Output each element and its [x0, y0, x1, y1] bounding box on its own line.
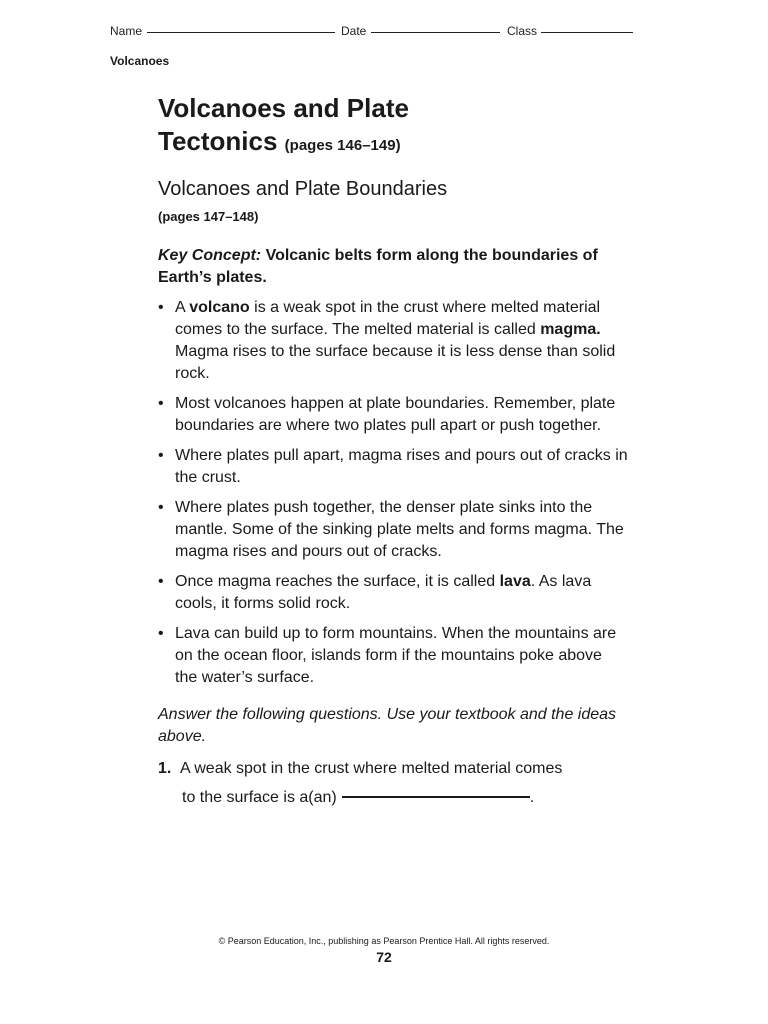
date-label: Date [341, 24, 367, 38]
bullet-marker: • [158, 573, 164, 590]
page-number: 72 [376, 949, 392, 965]
bullet-text: Magma rises to the surface because it is less dense than solid rock. [175, 343, 616, 382]
bullet-item [158, 623, 628, 689]
bullet-text: Most volcanoes happen at plate boundaries. Remember, plate boundaries are where two plates pull apart or push together. [175, 395, 616, 434]
chapter-label: Volcanoes [110, 54, 170, 68]
bullet-text: Where plates push together, the denser plate sinks into the mantle. Some of the sinking plate melts and forms magma. The magma rises and pours out of cracks. [175, 499, 624, 560]
instructions: Answer the following questions. Use your textbook and the ideas above. [158, 706, 617, 745]
question-text: A weak spot in the crust where melted material comes [180, 760, 563, 777]
bullet-marker: • [158, 447, 164, 464]
bullet-marker: • [158, 299, 164, 316]
question-number: 1. [158, 760, 172, 777]
bullet-text: Once magma reaches the surface, it is called [175, 573, 500, 590]
bullet-term: volcano [189, 299, 250, 316]
bullet-item [158, 393, 628, 437]
bullet-list [158, 297, 628, 689]
class-label: Class [507, 24, 538, 38]
bullet-item [158, 497, 628, 563]
question-text-cont: to the surface is a(an) [182, 789, 337, 806]
key-concept-text: Volcanic belts form along the boundaries of Earth’s plates. [158, 247, 598, 286]
question-line-2 [158, 787, 628, 809]
bullet-marker: • [158, 625, 164, 642]
bullet-term: lava [499, 573, 531, 590]
bullet-item [158, 297, 628, 385]
bullet-item [158, 445, 628, 489]
section-pages: (pages 147–148) [158, 209, 259, 224]
name-line [147, 32, 335, 33]
main-content [158, 92, 628, 809]
copyright-footer: © Pearson Education, Inc., publishing as Pearson Prentice Hall. All rights reserved. [218, 936, 550, 946]
title-line-1: Volcanoes and Plate [158, 93, 409, 123]
class-line [541, 32, 633, 33]
bullet-text: Where plates pull apart, magma rises and pours out of cracks in the crust. [175, 447, 628, 486]
bullet-text: . As lava cools, it forms solid rock. [175, 573, 592, 612]
answer-blank[interactable] [342, 796, 530, 798]
bullet-text: A [175, 299, 190, 316]
page-title [158, 92, 628, 162]
date-line [371, 32, 500, 33]
bullet-item [158, 571, 628, 615]
question-1 [158, 758, 628, 809]
title-line-2: Tectonics [158, 126, 278, 156]
title-pages: (pages 146–149) [284, 137, 401, 154]
key-concept [158, 245, 628, 289]
section-heading: Volcanoes and Plate Boundaries [158, 178, 448, 200]
bullet-marker: • [158, 499, 164, 516]
question-end: . [529, 789, 535, 806]
name-label: Name [110, 24, 143, 38]
bullet-marker: • [158, 395, 164, 412]
bullet-text: is a weak spot in the crust where melted material comes to the surface. The melted material is called [175, 299, 601, 338]
bullet-term: magma. [540, 321, 601, 338]
question-line-1 [158, 758, 628, 780]
key-concept-label: Key Concept: [158, 247, 262, 264]
bullet-text: Lava can build up to form mountains. When the mountains are on the ocean floor, islands form if the mountains poke above the water’s surface. [175, 625, 617, 686]
